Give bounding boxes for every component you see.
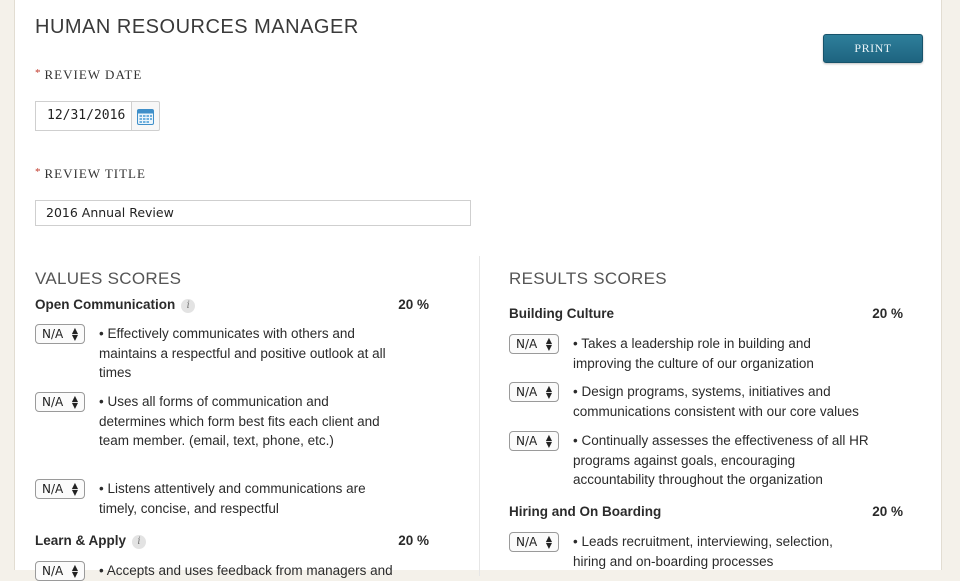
score-item-text: • Accepts and uses feedback from managers and xyxy=(99,563,393,578)
score-select[interactable]: N/A ▲ ▼ xyxy=(35,561,85,581)
category-percent: 20 % xyxy=(398,533,429,548)
select-arrows-icon: ▲ ▼ xyxy=(71,326,79,342)
info-icon[interactable]: i xyxy=(181,299,195,313)
score-select[interactable]: N/A ▲ ▼ xyxy=(509,334,559,354)
score-select[interactable]: N/A ▲ ▼ xyxy=(35,324,85,344)
category-open-communication: Open Communication i xyxy=(35,297,195,313)
review-date-input[interactable]: 12/31/2016 xyxy=(35,101,131,131)
select-arrows-icon: ▲ ▼ xyxy=(545,336,553,352)
score-select[interactable]: N/A ▲ ▼ xyxy=(509,382,559,402)
score-select[interactable]: N/A ▲ ▼ xyxy=(35,479,85,499)
page-title: HUMAN RESOURCES MANAGER xyxy=(35,16,359,38)
score-item-text: • Takes a leadership role in building and improving the culture of our organization xyxy=(573,336,814,371)
score-item-text: • Listens attentively and communications are timely, concise, and respectful xyxy=(99,481,366,516)
category-percent: 20 % xyxy=(398,297,429,312)
required-mark: * xyxy=(35,67,42,79)
category-percent: 20 % xyxy=(872,306,903,321)
category-percent: 20 % xyxy=(872,504,903,519)
calendar-button[interactable] xyxy=(131,101,160,131)
select-arrows-icon: ▲ ▼ xyxy=(545,534,553,550)
info-icon[interactable]: i xyxy=(132,535,146,549)
results-scores-title: RESULTS SCORES xyxy=(509,269,667,288)
review-title-input[interactable]: 2016 Annual Review xyxy=(35,200,471,226)
select-arrows-icon: ▲ ▼ xyxy=(71,563,79,579)
select-arrows-icon: ▲ ▼ xyxy=(71,394,79,410)
score-item-text: • Continually assesses the effectiveness of all HR programs against goals, encouraging accountability throughout the organization xyxy=(573,433,869,487)
score-select[interactable]: N/A ▲ ▼ xyxy=(35,392,85,412)
column-divider xyxy=(479,256,480,576)
score-item-text: • Effectively communicates with others and maintains a respectful and positive outlook at all times xyxy=(99,326,386,380)
values-scores-title: VALUES SCORES xyxy=(35,269,182,288)
score-item-text: • Design programs, systems, initiatives and communications consistent with our core values xyxy=(573,384,859,419)
print-button[interactable]: PRINT xyxy=(823,34,923,63)
score-select[interactable]: N/A ▲ ▼ xyxy=(509,431,559,451)
select-arrows-icon: ▲ ▼ xyxy=(545,433,553,449)
score-item-text: • Leads recruitment, interviewing, selection, hiring and on-boarding processes xyxy=(573,534,833,569)
category-learn-apply: Learn & Apply i xyxy=(35,533,146,549)
category-building-culture: Building Culture xyxy=(509,306,614,321)
calendar-icon xyxy=(137,108,154,125)
required-mark: * xyxy=(35,166,42,178)
select-arrows-icon: ▲ ▼ xyxy=(71,481,79,497)
category-hiring-on-boarding: Hiring and On Boarding xyxy=(509,504,662,519)
score-select[interactable]: N/A ▲ ▼ xyxy=(509,532,559,552)
review-panel xyxy=(14,0,942,579)
review-title-label: * REVIEW TITLE xyxy=(35,166,146,181)
score-item-text: • Uses all forms of communication and determines which form best fits each client and team member. (email, text, phone, etc.) xyxy=(99,394,380,448)
select-arrows-icon: ▲ ▼ xyxy=(545,384,553,400)
review-date-label: * REVIEW DATE xyxy=(35,67,143,82)
